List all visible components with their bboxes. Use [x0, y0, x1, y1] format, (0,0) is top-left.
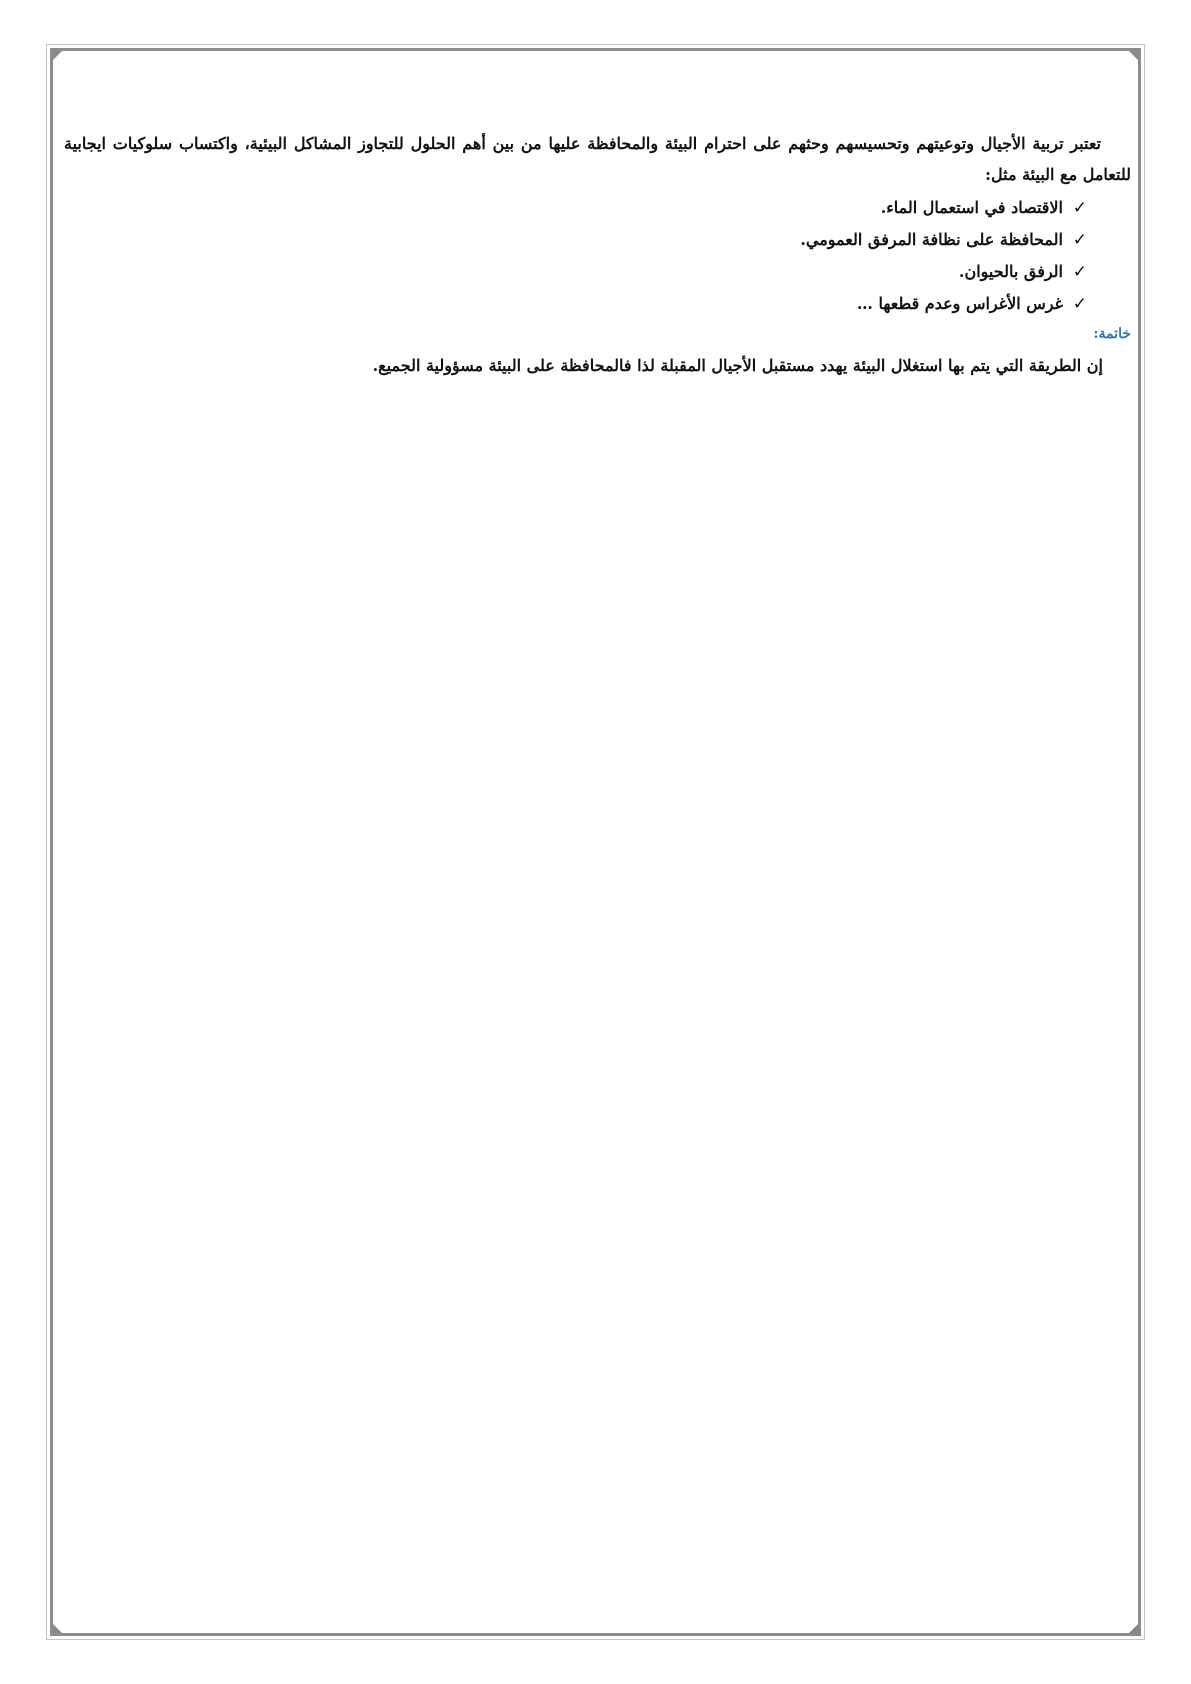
list-item-text: الرفق بالحيوان.: [958, 262, 1063, 281]
list-item-text: الاقتصاد في استعمال الماء.: [880, 198, 1063, 217]
corner-ornament: [1129, 1624, 1138, 1633]
list-item: [64, 256, 1087, 288]
corner-ornament: [1129, 51, 1138, 60]
list-item-text: المحافظة على نظافة المرفق العمومي.: [800, 230, 1063, 249]
list-item: [64, 192, 1087, 224]
corner-ornament: [53, 1624, 62, 1633]
check-icon: ✓: [1072, 262, 1087, 282]
list-item: [64, 288, 1087, 320]
check-icon: ✓: [1072, 198, 1087, 218]
list-item: [64, 224, 1087, 256]
conclusion-heading: خاتمة:: [1093, 326, 1131, 342]
conclusion-text: إن الطريقة التي يتم بها استغلال البيئة يهدد مستقبل الأجيال المقبلة لذا فالمحافظة على البيئة مسؤولية الجميع.: [372, 356, 1103, 375]
list-item-text: غرس الأغراس وعدم قطعها …: [856, 294, 1063, 313]
check-icon: ✓: [1072, 294, 1087, 314]
corner-ornament: [53, 51, 62, 60]
check-icon: ✓: [1072, 230, 1087, 250]
document-body: [64, 128, 1131, 381]
intro-paragraph: تعتبر تربية الأجيال وتوعيتهم وتحسيسهم وحثهم على احترام البيئة والمحافظة عليها من بين أهم الحلول للتجاوز المشاكل البيئية، واكتساب سلوكيات ايجابية للتعامل مع البيئة مثل:: [64, 134, 1131, 184]
behaviors-checklist: [64, 192, 1131, 320]
